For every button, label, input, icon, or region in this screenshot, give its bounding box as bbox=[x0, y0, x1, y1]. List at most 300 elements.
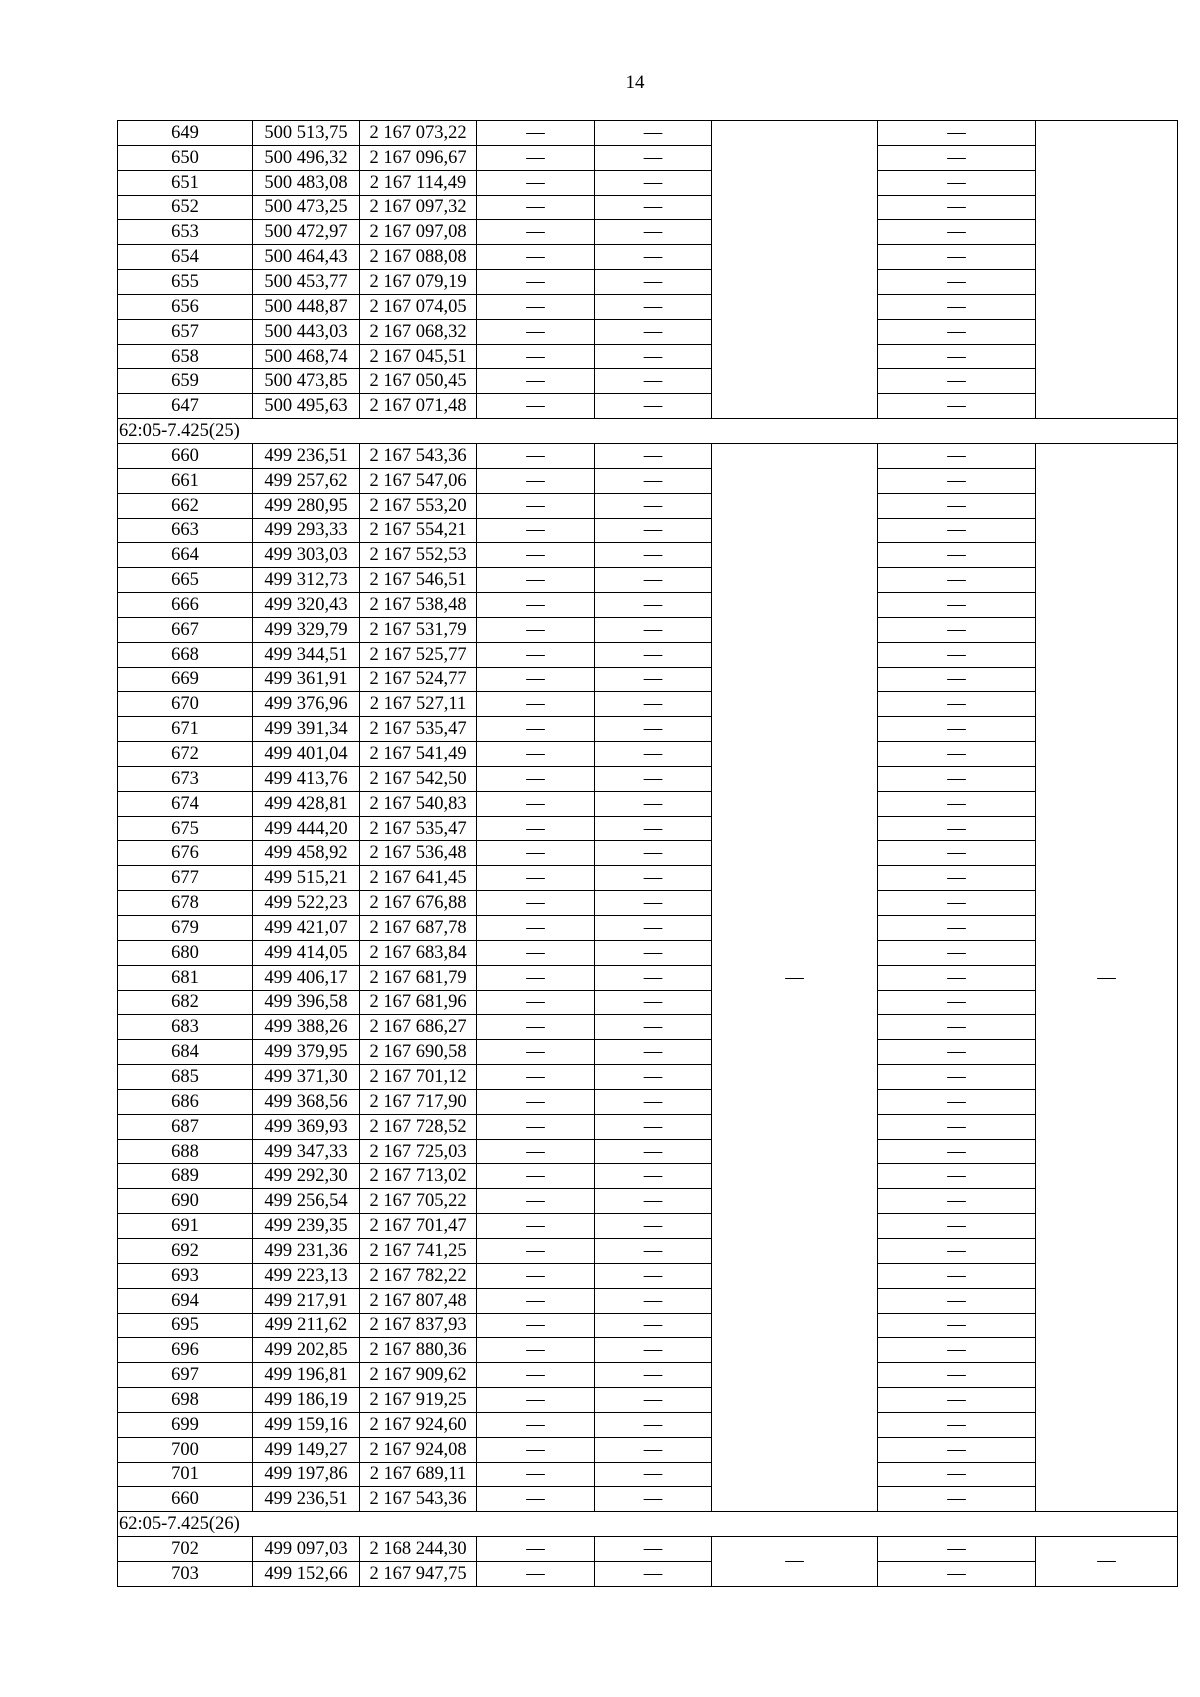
coordinate-x: 499 376,96 bbox=[253, 692, 360, 717]
dash-cell: — bbox=[477, 1238, 595, 1263]
dash-cell: — bbox=[878, 1561, 1036, 1586]
dash-cell: — bbox=[878, 1263, 1036, 1288]
dash-cell: — bbox=[477, 319, 595, 344]
coordinate-x: 499 379,95 bbox=[253, 1040, 360, 1065]
dash-cell: — bbox=[595, 816, 712, 841]
coordinate-y: 2 167 686,27 bbox=[360, 1015, 477, 1040]
table-row bbox=[118, 1462, 1178, 1487]
dash-cell: — bbox=[477, 1537, 595, 1562]
point-number: 690 bbox=[118, 1189, 253, 1214]
point-number: 695 bbox=[118, 1313, 253, 1338]
dash-cell: — bbox=[595, 1040, 712, 1065]
point-number: 677 bbox=[118, 866, 253, 891]
table-row bbox=[118, 1214, 1178, 1239]
coordinate-y: 2 167 114,49 bbox=[360, 170, 477, 195]
point-number: 689 bbox=[118, 1164, 253, 1189]
dash-cell: — bbox=[878, 1114, 1036, 1139]
coordinate-x: 500 495,63 bbox=[253, 394, 360, 419]
dash-cell: — bbox=[595, 1015, 712, 1040]
merged-cell bbox=[1036, 121, 1178, 419]
dash-cell: — bbox=[477, 1487, 595, 1512]
coordinate-y: 2 167 837,93 bbox=[360, 1313, 477, 1338]
dash-cell: — bbox=[477, 195, 595, 220]
dash-cell: — bbox=[477, 717, 595, 742]
dash-cell: — bbox=[595, 443, 712, 468]
coordinate-x: 499 414,05 bbox=[253, 940, 360, 965]
coordinate-x: 499 097,03 bbox=[253, 1537, 360, 1562]
coordinate-x: 499 197,86 bbox=[253, 1462, 360, 1487]
dash-cell: — bbox=[595, 493, 712, 518]
dash-cell: — bbox=[477, 443, 595, 468]
dash-cell: — bbox=[477, 1214, 595, 1239]
coordinate-x: 500 464,43 bbox=[253, 245, 360, 270]
table-row bbox=[118, 294, 1178, 319]
coordinate-x: 499 149,27 bbox=[253, 1437, 360, 1462]
dash-cell: — bbox=[477, 1462, 595, 1487]
dash-cell: — bbox=[477, 468, 595, 493]
point-number: 653 bbox=[118, 220, 253, 245]
coordinate-x: 500 448,87 bbox=[253, 294, 360, 319]
coordinate-x: 499 152,66 bbox=[253, 1561, 360, 1586]
coordinate-x: 500 453,77 bbox=[253, 270, 360, 295]
coordinate-y: 2 167 079,19 bbox=[360, 270, 477, 295]
point-number: 673 bbox=[118, 766, 253, 791]
coordinate-x: 499 421,07 bbox=[253, 916, 360, 941]
coordinate-x: 500 513,75 bbox=[253, 121, 360, 146]
point-number: 687 bbox=[118, 1114, 253, 1139]
table-row bbox=[118, 1537, 1178, 1562]
dash-cell: — bbox=[595, 518, 712, 543]
dash-cell: — bbox=[595, 1288, 712, 1313]
dash-cell: — bbox=[878, 1164, 1036, 1189]
table-row bbox=[118, 369, 1178, 394]
coordinate-y: 2 167 681,79 bbox=[360, 965, 477, 990]
coordinate-y: 2 167 553,20 bbox=[360, 493, 477, 518]
point-number: 682 bbox=[118, 990, 253, 1015]
coordinate-y: 2 167 924,08 bbox=[360, 1437, 477, 1462]
coordinate-y: 2 167 088,08 bbox=[360, 245, 477, 270]
dash-cell: — bbox=[595, 916, 712, 941]
dash-cell: — bbox=[477, 1015, 595, 1040]
coordinate-x: 499 239,35 bbox=[253, 1214, 360, 1239]
coordinate-y: 2 167 045,51 bbox=[360, 344, 477, 369]
coordinate-y: 2 167 541,49 bbox=[360, 742, 477, 767]
coordinate-y: 2 167 074,05 bbox=[360, 294, 477, 319]
dash-cell: — bbox=[595, 1388, 712, 1413]
coordinate-x: 500 483,08 bbox=[253, 170, 360, 195]
point-number: 666 bbox=[118, 593, 253, 618]
dash-cell: — bbox=[477, 990, 595, 1015]
coordinate-y: 2 167 536,48 bbox=[360, 841, 477, 866]
dash-cell: — bbox=[477, 1089, 595, 1114]
point-number: 667 bbox=[118, 617, 253, 642]
dash-cell: — bbox=[477, 742, 595, 767]
dash-cell: — bbox=[878, 1089, 1036, 1114]
coordinate-x: 499 391,34 bbox=[253, 717, 360, 742]
dash-cell: — bbox=[878, 1040, 1036, 1065]
table-row bbox=[118, 617, 1178, 642]
dash-cell: — bbox=[878, 593, 1036, 618]
point-number: 647 bbox=[118, 394, 253, 419]
point-number: 664 bbox=[118, 543, 253, 568]
table-row bbox=[118, 965, 1178, 990]
merged-cell bbox=[712, 121, 878, 419]
point-number: 669 bbox=[118, 667, 253, 692]
dash-cell: — bbox=[595, 940, 712, 965]
dash-cell: — bbox=[477, 1313, 595, 1338]
coordinate-x: 499 361,91 bbox=[253, 667, 360, 692]
dash-cell: — bbox=[477, 791, 595, 816]
coordinate-y: 2 168 244,30 bbox=[360, 1537, 477, 1562]
dash-cell: — bbox=[477, 1388, 595, 1413]
dash-cell: — bbox=[477, 170, 595, 195]
dash-cell: — bbox=[878, 841, 1036, 866]
point-number: 681 bbox=[118, 965, 253, 990]
dash-cell: — bbox=[878, 394, 1036, 419]
dash-cell: — bbox=[878, 1015, 1036, 1040]
dash-cell: — bbox=[595, 121, 712, 146]
table-row bbox=[118, 1015, 1178, 1040]
table-body bbox=[118, 121, 1178, 1587]
coordinate-y: 2 167 909,62 bbox=[360, 1363, 477, 1388]
coordinate-x: 499 236,51 bbox=[253, 443, 360, 468]
coordinate-y: 2 167 683,84 bbox=[360, 940, 477, 965]
table-row bbox=[118, 1114, 1178, 1139]
table-row bbox=[118, 443, 1178, 468]
table-row bbox=[118, 195, 1178, 220]
point-number: 691 bbox=[118, 1214, 253, 1239]
coordinate-y: 2 167 068,32 bbox=[360, 319, 477, 344]
coordinate-y: 2 167 717,90 bbox=[360, 1089, 477, 1114]
coordinate-y: 2 167 543,36 bbox=[360, 443, 477, 468]
dash-cell: — bbox=[878, 294, 1036, 319]
dash-cell: — bbox=[477, 667, 595, 692]
coordinate-y: 2 167 525,77 bbox=[360, 642, 477, 667]
coordinate-y: 2 167 542,50 bbox=[360, 766, 477, 791]
point-number: 663 bbox=[118, 518, 253, 543]
dash-cell: — bbox=[477, 1363, 595, 1388]
dash-cell: — bbox=[477, 1288, 595, 1313]
table-row bbox=[118, 1288, 1178, 1313]
coordinate-x: 499 428,81 bbox=[253, 791, 360, 816]
point-number: 698 bbox=[118, 1388, 253, 1413]
coordinate-y: 2 167 050,45 bbox=[360, 369, 477, 394]
merged-cell: — bbox=[712, 1537, 878, 1587]
dash-cell: — bbox=[878, 1462, 1036, 1487]
dash-cell: — bbox=[878, 145, 1036, 170]
coordinate-y: 2 167 097,08 bbox=[360, 220, 477, 245]
coordinate-y: 2 167 547,06 bbox=[360, 468, 477, 493]
table-row bbox=[118, 568, 1178, 593]
dash-cell: — bbox=[878, 1437, 1036, 1462]
dash-cell: — bbox=[595, 866, 712, 891]
coordinate-y: 2 167 713,02 bbox=[360, 1164, 477, 1189]
table-row bbox=[118, 742, 1178, 767]
dash-cell: — bbox=[595, 1487, 712, 1512]
coordinate-x: 499 347,33 bbox=[253, 1139, 360, 1164]
dash-cell: — bbox=[595, 1238, 712, 1263]
point-number: 671 bbox=[118, 717, 253, 742]
dash-cell: — bbox=[477, 220, 595, 245]
coordinate-x: 499 217,91 bbox=[253, 1288, 360, 1313]
dash-cell: — bbox=[477, 692, 595, 717]
dash-cell: — bbox=[595, 294, 712, 319]
coordinate-y: 2 167 524,77 bbox=[360, 667, 477, 692]
coordinate-x: 499 223,13 bbox=[253, 1263, 360, 1288]
point-number: 696 bbox=[118, 1338, 253, 1363]
dash-cell: — bbox=[878, 121, 1036, 146]
table-row bbox=[118, 816, 1178, 841]
table-row bbox=[118, 1388, 1178, 1413]
dash-cell: — bbox=[878, 717, 1036, 742]
dash-cell: — bbox=[878, 916, 1036, 941]
dash-cell: — bbox=[595, 1462, 712, 1487]
coordinate-x: 500 468,74 bbox=[253, 344, 360, 369]
coordinate-y: 2 167 641,45 bbox=[360, 866, 477, 891]
coordinate-x: 499 236,51 bbox=[253, 1487, 360, 1512]
dash-cell: — bbox=[477, 916, 595, 941]
point-number: 661 bbox=[118, 468, 253, 493]
point-number: 701 bbox=[118, 1462, 253, 1487]
table-row bbox=[118, 717, 1178, 742]
dash-cell: — bbox=[595, 717, 712, 742]
group-header-row bbox=[118, 419, 1178, 444]
coordinate-x: 499 371,30 bbox=[253, 1065, 360, 1090]
dash-cell: — bbox=[878, 443, 1036, 468]
point-number: 700 bbox=[118, 1437, 253, 1462]
dash-cell: — bbox=[878, 1065, 1036, 1090]
dash-cell: — bbox=[477, 642, 595, 667]
coordinate-x: 499 522,23 bbox=[253, 891, 360, 916]
dash-cell: — bbox=[878, 1313, 1036, 1338]
dash-cell: — bbox=[878, 766, 1036, 791]
point-number: 692 bbox=[118, 1238, 253, 1263]
dash-cell: — bbox=[595, 891, 712, 916]
table-row bbox=[118, 1338, 1178, 1363]
point-number: 658 bbox=[118, 344, 253, 369]
point-number: 655 bbox=[118, 270, 253, 295]
coordinate-y: 2 167 071,48 bbox=[360, 394, 477, 419]
dash-cell: — bbox=[878, 344, 1036, 369]
table-row bbox=[118, 1412, 1178, 1437]
point-number: 702 bbox=[118, 1537, 253, 1562]
table-row bbox=[118, 1139, 1178, 1164]
coordinate-x: 499 396,58 bbox=[253, 990, 360, 1015]
dash-cell: — bbox=[477, 369, 595, 394]
dash-cell: — bbox=[595, 617, 712, 642]
dash-cell: — bbox=[477, 617, 595, 642]
table-row bbox=[118, 1263, 1178, 1288]
dash-cell: — bbox=[477, 518, 595, 543]
dash-cell: — bbox=[595, 965, 712, 990]
table-row bbox=[118, 543, 1178, 568]
dash-cell: — bbox=[477, 270, 595, 295]
table-row bbox=[118, 468, 1178, 493]
dash-cell: — bbox=[595, 1263, 712, 1288]
coordinate-x: 499 444,20 bbox=[253, 816, 360, 841]
dash-cell: — bbox=[878, 1487, 1036, 1512]
dash-cell: — bbox=[878, 791, 1036, 816]
dash-cell: — bbox=[477, 965, 595, 990]
coordinate-x: 499 406,17 bbox=[253, 965, 360, 990]
coordinate-y: 2 167 880,36 bbox=[360, 1338, 477, 1363]
dash-cell: — bbox=[595, 1561, 712, 1586]
dash-cell: — bbox=[477, 568, 595, 593]
dash-cell: — bbox=[595, 692, 712, 717]
dash-cell: — bbox=[595, 394, 712, 419]
table-row bbox=[118, 493, 1178, 518]
coordinate-x: 499 344,51 bbox=[253, 642, 360, 667]
dash-cell: — bbox=[595, 1412, 712, 1437]
table-row bbox=[118, 1313, 1178, 1338]
coordinate-x: 499 196,81 bbox=[253, 1363, 360, 1388]
dash-cell: — bbox=[878, 990, 1036, 1015]
group-label: 62:05-7.425(26) bbox=[118, 1512, 1178, 1537]
coordinate-y: 2 167 676,88 bbox=[360, 891, 477, 916]
coordinate-x: 499 413,76 bbox=[253, 766, 360, 791]
dash-cell: — bbox=[595, 195, 712, 220]
coordinate-y: 2 167 924,60 bbox=[360, 1412, 477, 1437]
coordinate-y: 2 167 725,03 bbox=[360, 1139, 477, 1164]
point-number: 659 bbox=[118, 369, 253, 394]
point-number: 660 bbox=[118, 443, 253, 468]
table-row bbox=[118, 170, 1178, 195]
point-number: 685 bbox=[118, 1065, 253, 1090]
dash-cell: — bbox=[878, 1214, 1036, 1239]
coordinate-x: 499 329,79 bbox=[253, 617, 360, 642]
table-row bbox=[118, 1238, 1178, 1263]
table-row bbox=[118, 1065, 1178, 1090]
dash-cell: — bbox=[477, 1263, 595, 1288]
dash-cell: — bbox=[595, 319, 712, 344]
point-number: 678 bbox=[118, 891, 253, 916]
coordinate-y: 2 167 701,47 bbox=[360, 1214, 477, 1239]
table-row bbox=[118, 1040, 1178, 1065]
coordinate-x: 500 496,32 bbox=[253, 145, 360, 170]
point-number: 674 bbox=[118, 791, 253, 816]
table-row bbox=[118, 940, 1178, 965]
coordinate-y: 2 167 690,58 bbox=[360, 1040, 477, 1065]
coordinate-y: 2 167 540,83 bbox=[360, 791, 477, 816]
dash-cell: — bbox=[595, 1338, 712, 1363]
dash-cell: — bbox=[477, 593, 595, 618]
dash-cell: — bbox=[595, 1313, 712, 1338]
coordinate-y: 2 167 687,78 bbox=[360, 916, 477, 941]
point-number: 656 bbox=[118, 294, 253, 319]
dash-cell: — bbox=[878, 1189, 1036, 1214]
coordinate-x: 499 312,73 bbox=[253, 568, 360, 593]
coordinate-y: 2 167 705,22 bbox=[360, 1189, 477, 1214]
dash-cell: — bbox=[878, 369, 1036, 394]
coordinate-x: 499 293,33 bbox=[253, 518, 360, 543]
point-number: 660 bbox=[118, 1487, 253, 1512]
coordinate-y: 2 167 728,52 bbox=[360, 1114, 477, 1139]
table-row bbox=[118, 1089, 1178, 1114]
dash-cell: — bbox=[595, 593, 712, 618]
table-row bbox=[118, 916, 1178, 941]
dash-cell: — bbox=[477, 940, 595, 965]
coordinate-y: 2 167 535,47 bbox=[360, 717, 477, 742]
dash-cell: — bbox=[878, 1139, 1036, 1164]
point-number: 675 bbox=[118, 816, 253, 841]
group-label: 62:05-7.425(25) bbox=[118, 419, 1178, 444]
table-row bbox=[118, 1437, 1178, 1462]
dash-cell: — bbox=[595, 742, 712, 767]
dash-cell: — bbox=[878, 1388, 1036, 1413]
dash-cell: — bbox=[595, 220, 712, 245]
dash-cell: — bbox=[878, 1288, 1036, 1313]
table-row bbox=[118, 319, 1178, 344]
dash-cell: — bbox=[878, 270, 1036, 295]
dash-cell: — bbox=[878, 220, 1036, 245]
coordinate-x: 500 473,85 bbox=[253, 369, 360, 394]
dash-cell: — bbox=[878, 642, 1036, 667]
coordinate-x: 499 202,85 bbox=[253, 1338, 360, 1363]
table-row bbox=[118, 791, 1178, 816]
coordinate-y: 2 167 073,22 bbox=[360, 121, 477, 146]
dash-cell: — bbox=[477, 121, 595, 146]
coordinate-y: 2 167 535,47 bbox=[360, 816, 477, 841]
coordinate-y: 2 167 543,36 bbox=[360, 1487, 477, 1512]
dash-cell: — bbox=[477, 294, 595, 319]
point-number: 672 bbox=[118, 742, 253, 767]
coordinate-x: 500 472,97 bbox=[253, 220, 360, 245]
table-row bbox=[118, 692, 1178, 717]
group-header-row bbox=[118, 1512, 1178, 1537]
dash-cell: — bbox=[595, 1114, 712, 1139]
point-number: 686 bbox=[118, 1089, 253, 1114]
dash-cell: — bbox=[595, 990, 712, 1015]
coordinate-y: 2 167 527,11 bbox=[360, 692, 477, 717]
table-row bbox=[118, 121, 1178, 146]
dash-cell: — bbox=[477, 1338, 595, 1363]
dash-cell: — bbox=[477, 1065, 595, 1090]
coordinate-y: 2 167 947,75 bbox=[360, 1561, 477, 1586]
coordinate-x: 499 303,03 bbox=[253, 543, 360, 568]
dash-cell: — bbox=[878, 170, 1036, 195]
table-row bbox=[118, 866, 1178, 891]
dash-cell: — bbox=[477, 543, 595, 568]
coordinate-x: 500 443,03 bbox=[253, 319, 360, 344]
dash-cell: — bbox=[878, 518, 1036, 543]
table-row bbox=[118, 270, 1178, 295]
dash-cell: — bbox=[477, 344, 595, 369]
dash-cell: — bbox=[477, 1164, 595, 1189]
dash-cell: — bbox=[595, 568, 712, 593]
point-number: 688 bbox=[118, 1139, 253, 1164]
page-cut-mask bbox=[0, 1607, 1200, 1697]
coordinate-x: 499 159,16 bbox=[253, 1412, 360, 1437]
dash-cell: — bbox=[878, 742, 1036, 767]
dash-cell: — bbox=[595, 766, 712, 791]
dash-cell: — bbox=[477, 816, 595, 841]
dash-cell: — bbox=[595, 145, 712, 170]
point-number: 649 bbox=[118, 121, 253, 146]
point-number: 665 bbox=[118, 568, 253, 593]
point-number: 680 bbox=[118, 940, 253, 965]
dash-cell: — bbox=[878, 866, 1036, 891]
dash-cell: — bbox=[477, 891, 595, 916]
merged-cell: — bbox=[712, 443, 878, 1511]
dash-cell: — bbox=[595, 667, 712, 692]
coordinate-y: 2 167 807,48 bbox=[360, 1288, 477, 1313]
dash-cell: — bbox=[477, 841, 595, 866]
dash-cell: — bbox=[477, 766, 595, 791]
coordinate-y: 2 167 681,96 bbox=[360, 990, 477, 1015]
dash-cell: — bbox=[878, 816, 1036, 841]
dash-cell: — bbox=[878, 1412, 1036, 1437]
coordinate-x: 500 473,25 bbox=[253, 195, 360, 220]
